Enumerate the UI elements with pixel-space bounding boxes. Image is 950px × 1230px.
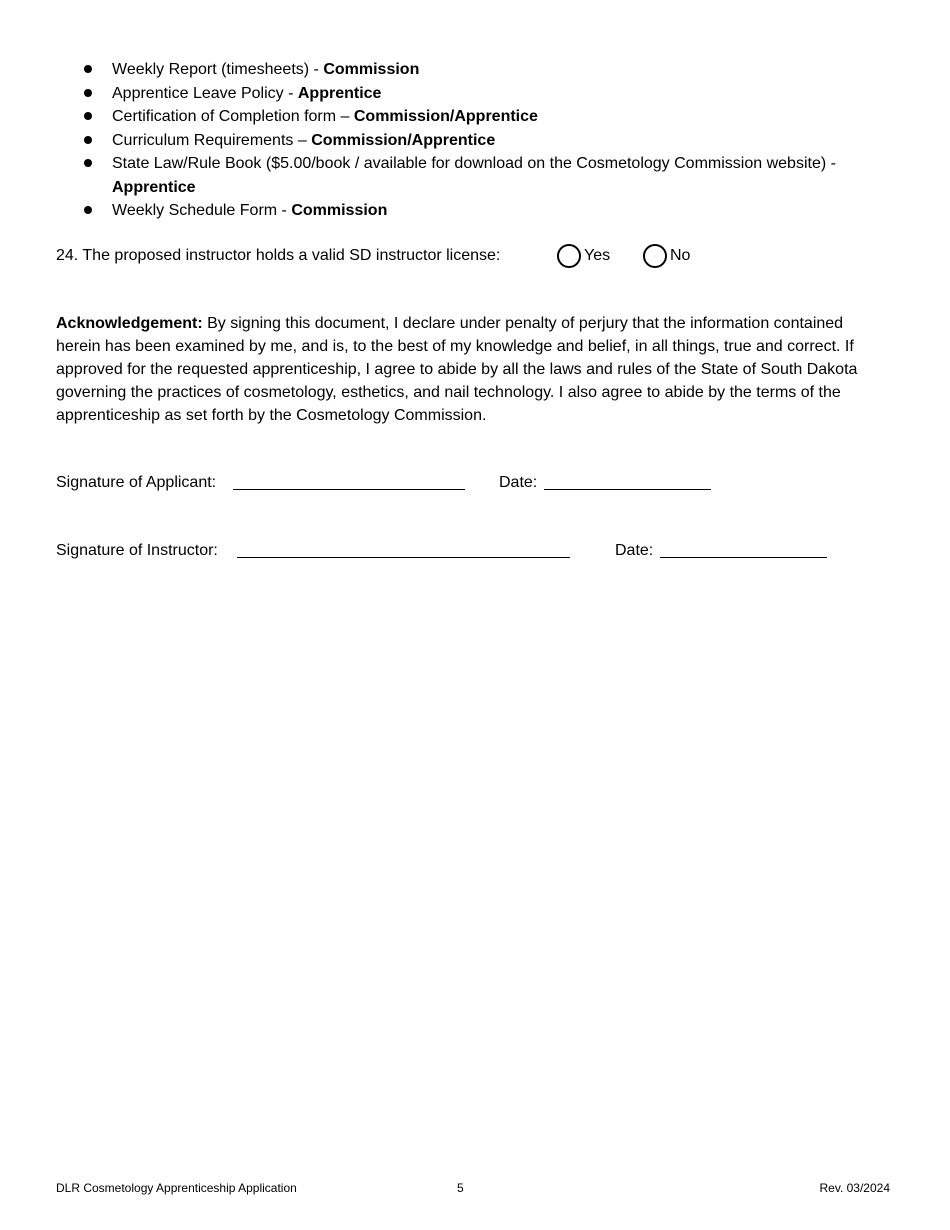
footer-title: DLR Cosmetology Apprenticeship Application	[56, 1181, 297, 1195]
radio-circle-icon[interactable]	[643, 244, 667, 268]
instructor-signature-label: Signature of Instructor:	[56, 542, 218, 559]
list-item	[82, 82, 892, 106]
list-item-responsible: Commission/Apprentice	[353, 108, 538, 125]
list-item-text: Apprentice Leave Policy -	[112, 84, 298, 102]
list-item-text: Curriculum Requirements –	[112, 131, 312, 149]
list-item	[82, 199, 892, 223]
applicant-date-field[interactable]	[544, 489, 711, 490]
bullet-icon	[84, 89, 92, 97]
acknowledgement-heading: Acknowledgement:	[56, 315, 203, 332]
radio-circle-icon[interactable]	[557, 244, 581, 268]
bullet-icon	[84, 136, 92, 144]
list-item-responsible: Apprentice	[297, 84, 382, 102]
footer-page-number: 5	[457, 1181, 464, 1195]
applicant-signature-label: Signature of Applicant:	[56, 474, 217, 491]
list-item	[82, 105, 892, 129]
list-item-responsible: Apprentice	[112, 178, 196, 196]
applicant-signature-field[interactable]	[233, 489, 465, 490]
radio-no-label: No	[670, 247, 691, 264]
bullet-icon	[84, 112, 92, 120]
acknowledgement-paragraph	[56, 312, 891, 427]
instructor-date-label: Date:	[615, 542, 654, 559]
instructor-date-field[interactable]	[660, 557, 827, 558]
footer-revision: Rev. 03/2024	[819, 1181, 890, 1195]
list-item	[82, 58, 892, 82]
bullet-icon	[84, 65, 92, 73]
question-24	[56, 244, 896, 270]
instructor-signature-field[interactable]	[237, 557, 570, 558]
radio-yes-label: Yes	[584, 247, 611, 264]
list-item-responsible: Commission	[291, 202, 388, 219]
question-24-text: 24. The proposed instructor holds a valid SD instructor license:	[56, 247, 501, 264]
required-forms-list	[82, 58, 892, 223]
list-item	[82, 129, 892, 153]
list-item-responsible: Commission/Apprentice	[311, 131, 496, 149]
bullet-icon	[84, 206, 92, 214]
list-item-responsible: Commission	[323, 61, 420, 78]
list-item-text: Certification of Completion form –	[112, 108, 354, 125]
instructor-signature-row	[56, 539, 896, 563]
applicant-date-label: Date:	[499, 474, 538, 491]
radio-yes[interactable]	[557, 242, 610, 270]
bullet-icon	[84, 159, 92, 167]
list-item-text: Weekly Report (timesheets) -	[112, 61, 324, 78]
applicant-signature-row	[56, 471, 896, 495]
radio-no[interactable]	[643, 242, 690, 270]
list-item-text: Weekly Schedule Form -	[112, 202, 292, 219]
list-item-text: State Law/Rule Book ($5.00/book / available for download on the Cosmetology Commission website) -	[112, 155, 836, 172]
list-item	[82, 152, 892, 199]
acknowledgement-body: By signing this document, I declare under penalty of perjury that the information contained herein has been examined by me, and is, to the best of my knowledge and belief, in all things, true and correct. If approved for the requested apprenticeship, I agree to abide by all the laws and rules of the State of South Dakota governing the practices of cosmetology, esthetics, and nail technology. I also agree to abide by the terms of the apprenticeship as set forth by the Cosmetology Commission.	[56, 315, 858, 424]
